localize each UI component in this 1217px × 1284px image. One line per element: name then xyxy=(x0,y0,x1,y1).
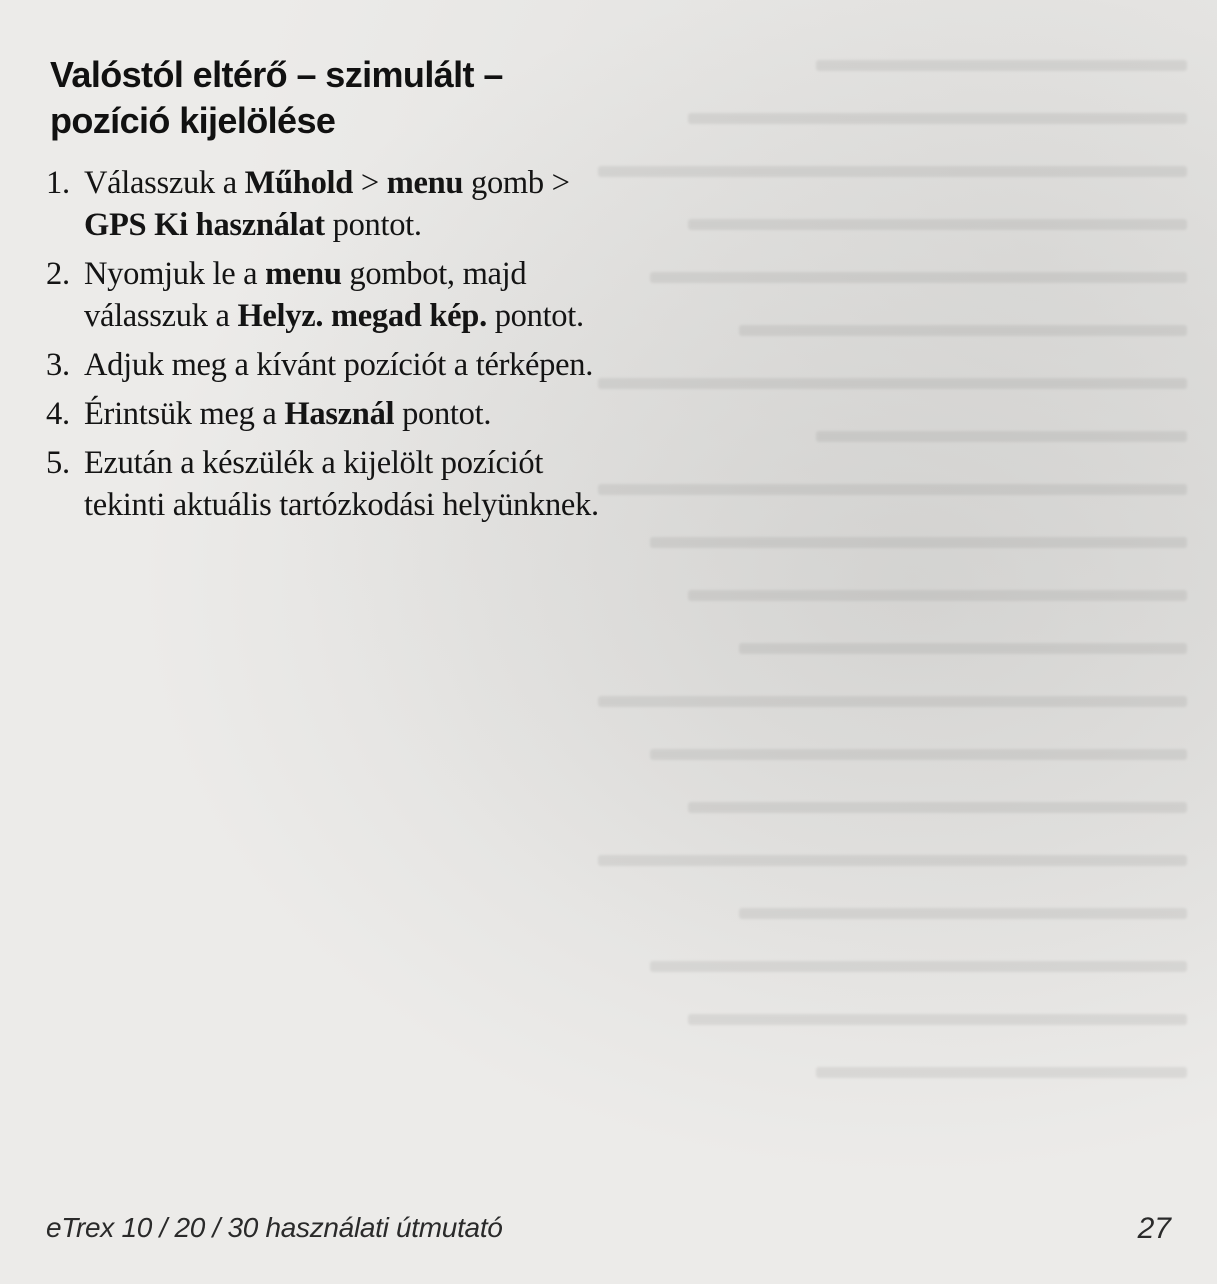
step-text: pontot. xyxy=(324,207,422,243)
step-text: pontot. xyxy=(486,298,584,334)
step-keyword: GPS Ki használat xyxy=(84,207,325,243)
step-text: Nyomjuk le a xyxy=(84,256,266,292)
step-text: gombot, majd válasszuk a xyxy=(84,256,527,334)
step-list xyxy=(46,162,606,533)
step-text: > xyxy=(353,165,387,201)
step-number: 5. xyxy=(46,445,70,481)
step-number: 2. xyxy=(46,256,70,292)
step-text: Válasszuk a xyxy=(84,165,245,201)
step-item xyxy=(46,253,606,337)
section-heading: Valóstól eltérő – szimulált – pozíció kijelölése xyxy=(50,54,503,141)
step-text: pontot. xyxy=(394,396,492,432)
step-text: gomb > xyxy=(463,165,570,201)
step-keyword: menu xyxy=(386,165,464,201)
page-number: 27 xyxy=(1137,1212,1171,1245)
step-keyword: Műhold xyxy=(244,165,354,201)
bleed-through-text xyxy=(560,60,1200,1160)
step-keyword: menu xyxy=(265,256,342,292)
step-item xyxy=(46,393,606,435)
step-text: Érintsük meg a xyxy=(84,396,285,432)
step-item xyxy=(46,442,606,526)
step-keyword: Helyz. megad kép. xyxy=(237,298,487,334)
footer-manual-title: eTrex 10 / 20 / 30 használati útmutató xyxy=(46,1212,503,1243)
step-item xyxy=(46,162,606,246)
step-number: 4. xyxy=(46,396,70,432)
step-text: Adjuk meg a kívánt pozíciót a térképen. xyxy=(84,347,594,383)
step-number: 1. xyxy=(46,165,70,201)
step-keyword: Használ xyxy=(284,396,395,432)
step-item xyxy=(46,344,606,386)
step-number: 3. xyxy=(46,347,70,383)
step-text: Ezután a készülék a kijelölt pozíciót tekinti aktuális tartózkodási helyünknek. xyxy=(84,445,599,523)
